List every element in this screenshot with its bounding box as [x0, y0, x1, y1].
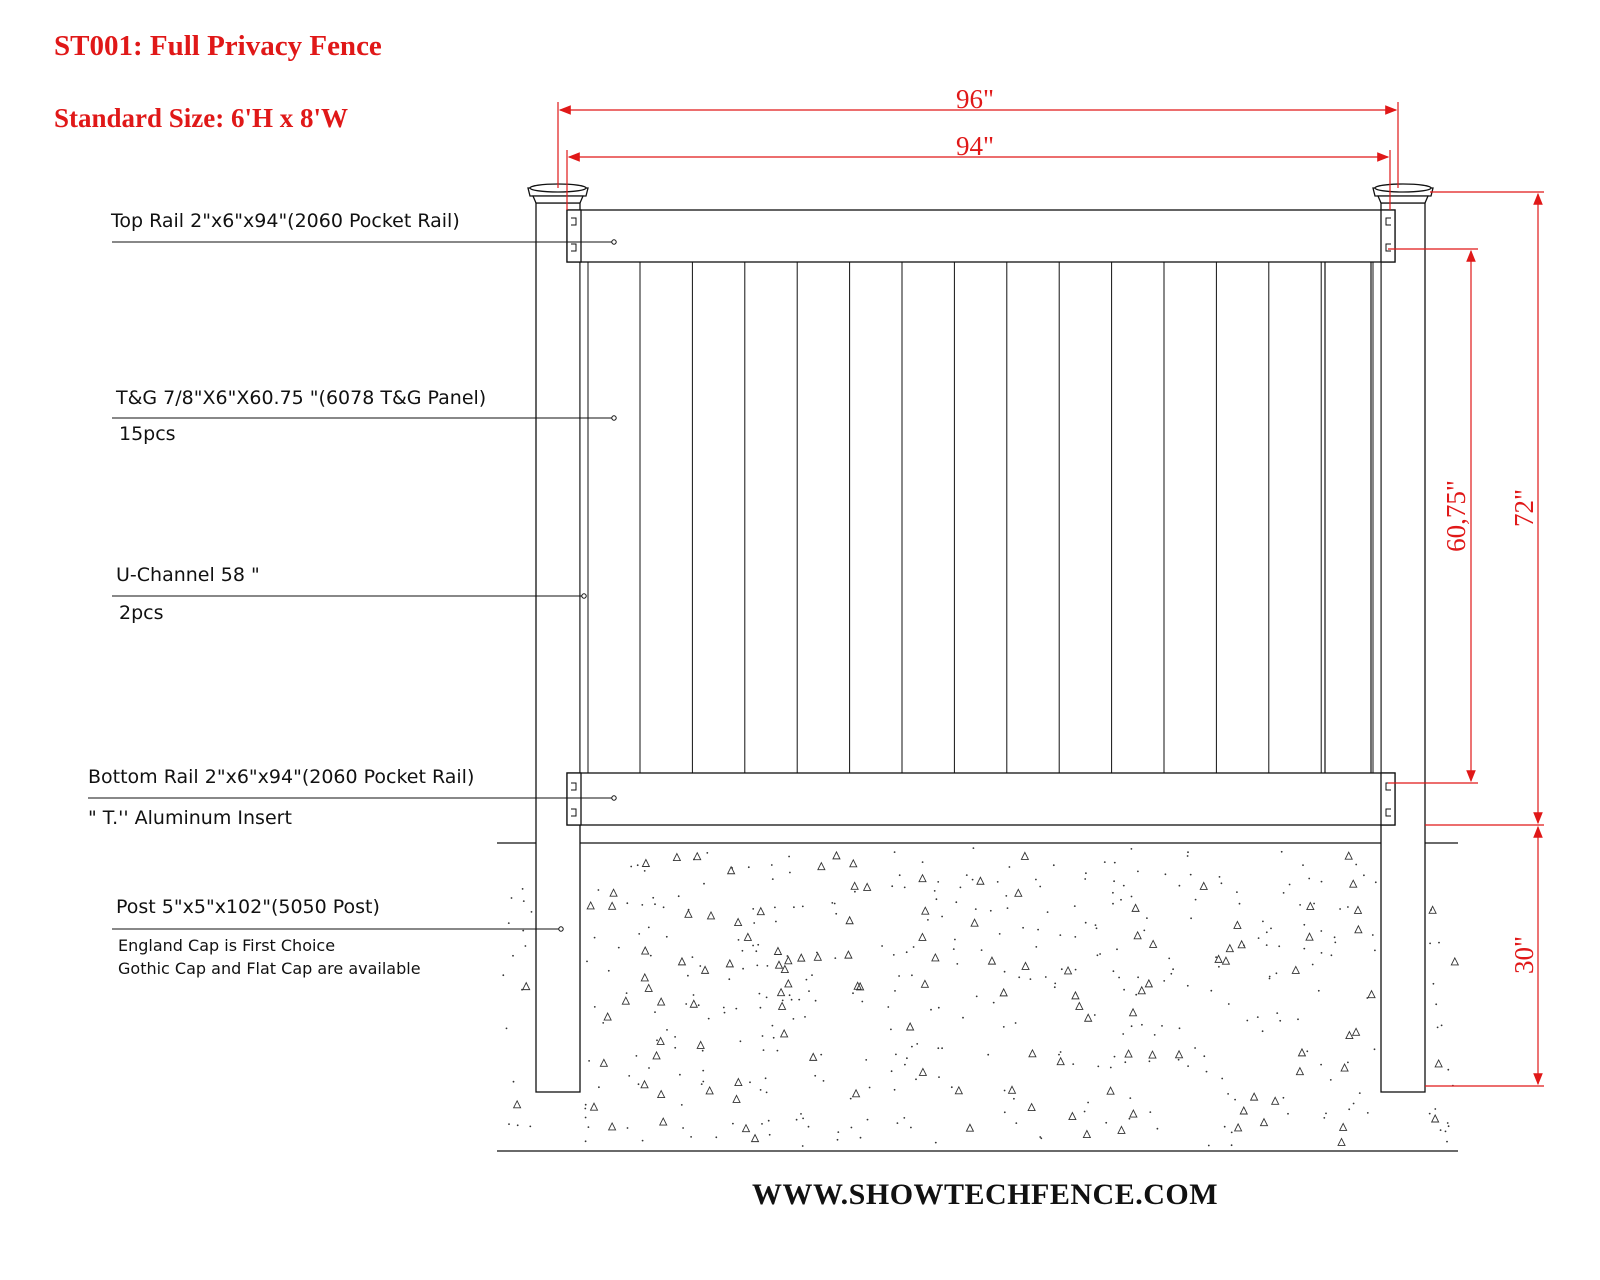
website-footer: WWW.SHOWTECHFENCE.COM	[751, 1178, 1219, 1211]
right-post	[1373, 184, 1433, 1092]
ground	[497, 843, 1458, 1151]
gravel-texture	[502, 847, 1458, 1147]
label-u-channel-qty: 2pcs	[119, 602, 164, 624]
label-post: Post 5"x5"x102"(5050 Post)	[116, 896, 380, 918]
label-panel: T&G 7/8"X6"X60.75 "(6078 T&G Panel)	[116, 387, 487, 409]
top-rail	[567, 210, 1395, 262]
u-channel-right	[1373, 262, 1381, 773]
label-top-rail: Top Rail 2"x6"x94"(2060 Pocket Rail)	[111, 210, 460, 232]
label-bottom-rail: Bottom Rail 2"x6"x94"(2060 Pocket Rail)	[88, 766, 475, 788]
standard-size: Standard Size: 6'H x 8'W	[54, 103, 349, 133]
label-cap-note-2: Gothic Cap and Flat Cap are available	[118, 959, 421, 978]
tg-panels	[588, 262, 1373, 773]
end-board	[1325, 250, 1371, 782]
bottom-rail	[567, 773, 1395, 825]
left-post	[528, 184, 588, 1092]
dim-fence-height: 72"	[1509, 488, 1539, 528]
label-u-channel: U-Channel 58 "	[116, 564, 260, 586]
label-insert: " T.'' Aluminum Insert	[88, 807, 292, 829]
dim-rail-width: 94"	[955, 131, 995, 161]
label-cap-note-1: England Cap is First Choice	[118, 936, 336, 955]
u-channel-left	[580, 262, 588, 773]
label-panel-qty: 15pcs	[119, 423, 176, 445]
dim-buried-depth: 30"	[1509, 935, 1539, 975]
drawing-title: ST001: Full Privacy Fence	[54, 30, 382, 62]
dim-overall-width: 96"	[955, 84, 995, 114]
dim-panel-height: 60,75"	[1441, 480, 1471, 552]
